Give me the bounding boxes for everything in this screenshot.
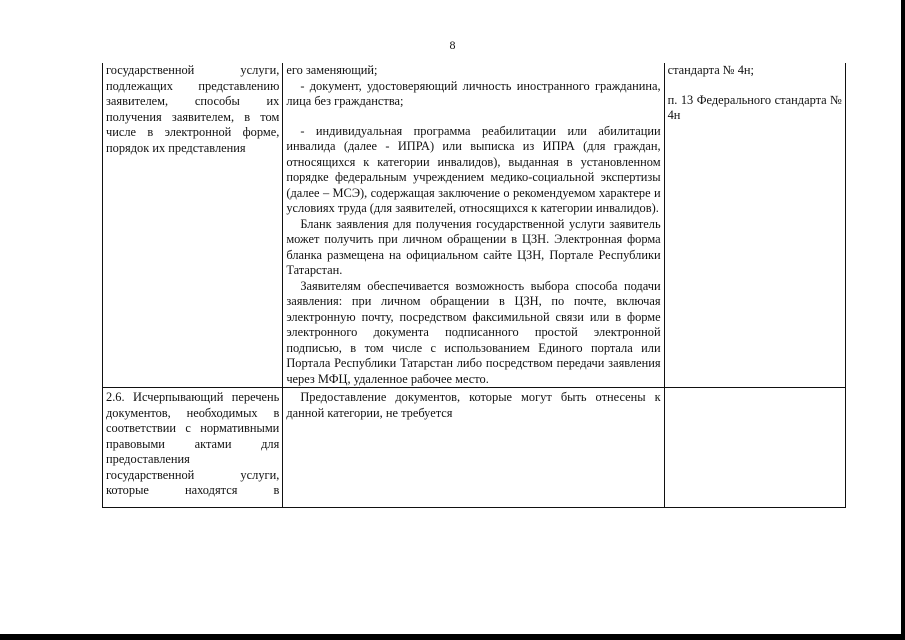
section-2-6-text: Предоставление документов, которые могут быть отнесены к данной категории, не требуется xyxy=(286,390,661,420)
doc-item-substitute: его заменяющий; xyxy=(286,63,378,77)
submission-methods-paragraph: Заявителям обеспечивается возможность выбора способа подачи заявления: при личном обращении в ЦЗН, по почте, включая электронную почту, посредством факсимильной связи или в форме электронного документа подписанного простой электронной подписью, в том числе с использованием Единого портала или Портала Республики Татарстан либо посредством передачи заявления через МФЦ, удаленное рабочее место. xyxy=(286,278,661,386)
application-form-paragraph: Бланк заявления для получения государственной услуги заявитель может получить при личном обращении в ЦЗН. Электронная форма бланка размещена на официальном сайте ЦЗН, Портале Республики Татарстан. xyxy=(286,216,661,277)
doc-item-ipra: - индивидуальная программа реабилитации или абилитации инвалида (далее - ИПРА) или выписка из ИПРА (для граждан, относящихся к категории инвалидов), выданная в установленном порядке федеральным учреждением медико-социальной экспертизы (далее – МСЭ), содержащая заключение о рекомендуемом характере и условиях труда (для заявителей, относящихся к категории инвалидов). xyxy=(286,123,661,215)
row2-col3-cell xyxy=(664,388,845,508)
row1-col3-cell xyxy=(664,63,845,388)
service-documents-label: государственной услуги, подлежащих представлению заявителем, способы их получения заявителем, в том числе в электронной форме, порядок их представления xyxy=(106,63,280,155)
section-2-6-label: 2.6. Исчерпывающий перечень документов, необходимых в соответствии с нормативными правовыми актами для предоставления государственной услуги, которые находятся в xyxy=(106,390,280,497)
row2-col2-cell xyxy=(283,388,664,508)
doc-item-foreign-id: - документ, удостоверяющий личность иностранного гражданина, лица без гражданства; xyxy=(286,78,661,108)
table-row xyxy=(103,388,846,508)
row1-col1-cell xyxy=(103,63,283,388)
row2-col1-cell xyxy=(103,388,283,508)
scan-edge-right xyxy=(901,0,905,640)
table-row xyxy=(103,63,846,388)
standard-ref-2: п. 13 Федерального стандарта № 4н xyxy=(667,92,842,122)
page-number: 8 xyxy=(449,38,456,52)
regulation-table xyxy=(102,63,846,508)
scan-edge-bottom xyxy=(0,634,905,640)
row1-col2-cell xyxy=(283,63,664,388)
standard-ref-1: стандарта № 4н; xyxy=(667,63,754,77)
